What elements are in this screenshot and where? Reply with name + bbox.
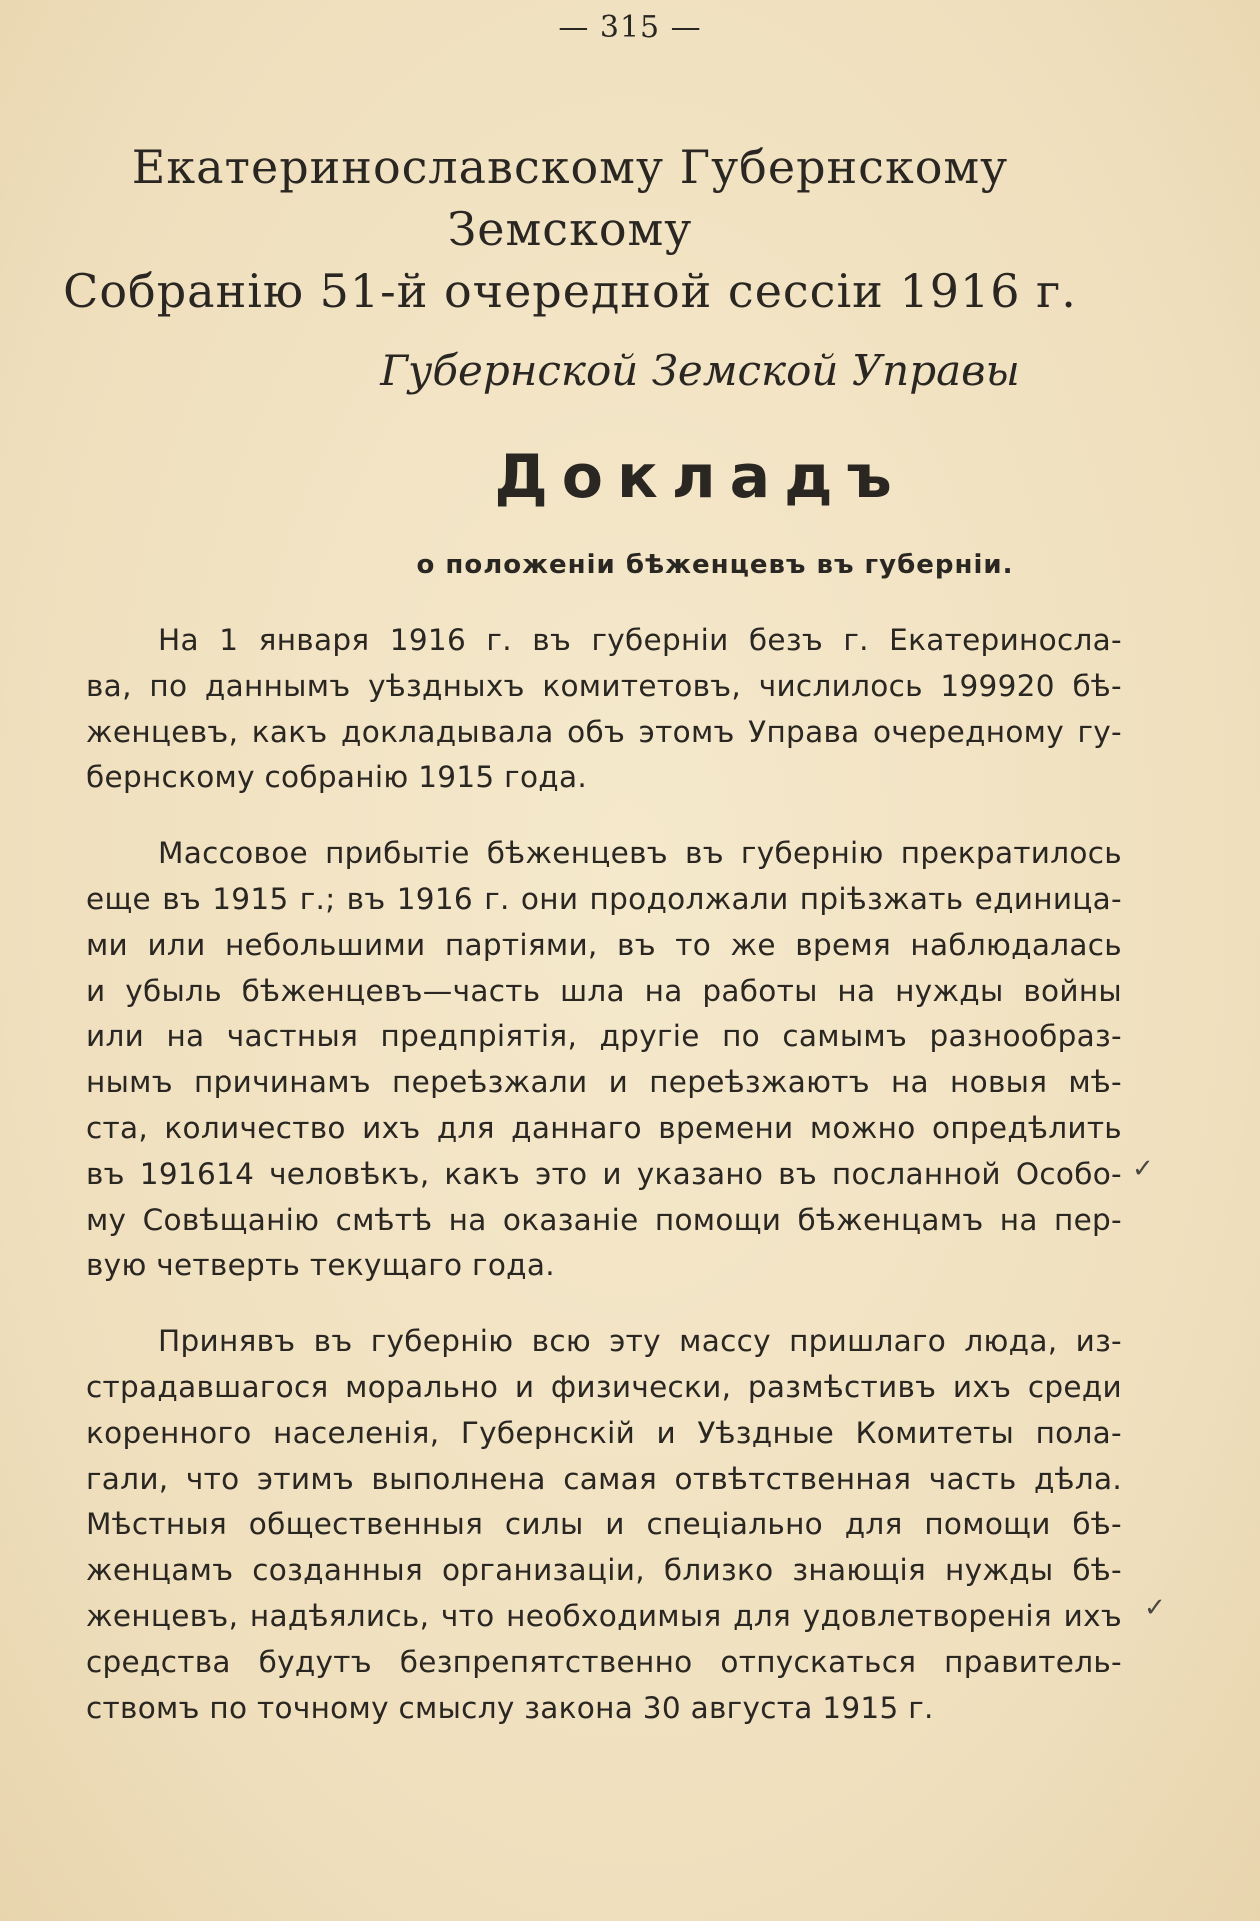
text-line: ва, по даннымъ уѣздныхъ комитетовъ, числилось 199920 бѣ-: [86, 668, 1122, 703]
text-line: На 1 января 1916 г. въ губерніи безъ г. Екатеринoсла-: [158, 623, 1122, 657]
text-line: женцамъ созданныя организаціи, близко знающія нужды бѣ-: [86, 1553, 1122, 1588]
document-body: [86, 618, 1122, 1731]
text-line: или на частныя предпріятія, другіе по самымъ разнообраз-: [86, 1019, 1122, 1054]
text-line: гали, что этимъ выполнена самая отвѣтственная часть дѣла.: [86, 1461, 1122, 1496]
document-subtitle: Губернской Земской Управы: [380, 346, 1020, 395]
text-line: еще въ 1915 г.; въ 1916 г. они продолжали пріѣзжать единица-: [86, 881, 1122, 916]
margin-check-mark: ✓: [1132, 1154, 1154, 1184]
text-line: вую четверть текущаго года.: [86, 1248, 555, 1283]
text-line: женцевъ, надѣялись, что необходимыя для удовлетворенія ихъ: [86, 1598, 1122, 1633]
text-line: въ 191614 человѣкъ, какъ это и указано въ посланной Особо-: [86, 1156, 1122, 1191]
text-line: бернскому собранію 1915 года.: [86, 760, 588, 795]
text-line: коренного населенія, Губернскій и Уѣздные Комитеты пола-: [86, 1415, 1122, 1450]
title-line: Екатеринославскому Губернскому Земскому: [131, 140, 1009, 256]
text-line: Массовое прибытіе бѣженцевъ въ губернію прекратилось: [158, 836, 1122, 871]
text-line: му Совѣщанію смѣтѣ на оказаніе помощи бѣженцамъ на пер-: [86, 1202, 1122, 1237]
text-line: Мѣстныя общественныя силы и спеціально для помощи бѣ-: [86, 1507, 1122, 1542]
margin-check-mark: ✓: [1144, 1593, 1166, 1623]
text-line: женцевъ, какъ докладывала объ этомъ Управа очередному гу-: [86, 714, 1122, 749]
document-heading: Докладъ: [494, 442, 906, 512]
title-line: Собранію 51-й очередной сессіи 1916 г.: [63, 264, 1077, 318]
text-line: ста, количество ихъ для даннаго времени можно опредѣлить: [86, 1110, 1122, 1145]
text-line: Принявъ въ губернію всю эту массу пришлаго люда, из-: [158, 1324, 1122, 1359]
text-line: ми или небольшими партіями, въ то же время наблюдалась: [86, 927, 1122, 962]
text-line: и убыль бѣженцевъ—часть шла на работы на нужды войны: [86, 973, 1122, 1008]
text-line: нымъ причинамъ переѣзжали и переѣзжаютъ на новыя мѣ-: [86, 1065, 1122, 1100]
document-topic: о положеніи бѣженцевъ въ губерніи.: [416, 550, 1014, 580]
document-title: [60, 136, 1080, 322]
paragraph: [86, 618, 1122, 801]
text-line: ствомъ по точному смыслу закона 30 августа 1915 г.: [86, 1690, 934, 1725]
paragraph: [86, 831, 1122, 1289]
page-number: — 315 —: [558, 10, 702, 45]
paragraph: [86, 1319, 1122, 1731]
text-line: средства будутъ безпрепятственно отпускаться правитель-: [86, 1644, 1122, 1679]
text-line: страдавшагося морально и физически, размѣстивъ ихъ среди: [86, 1369, 1122, 1404]
